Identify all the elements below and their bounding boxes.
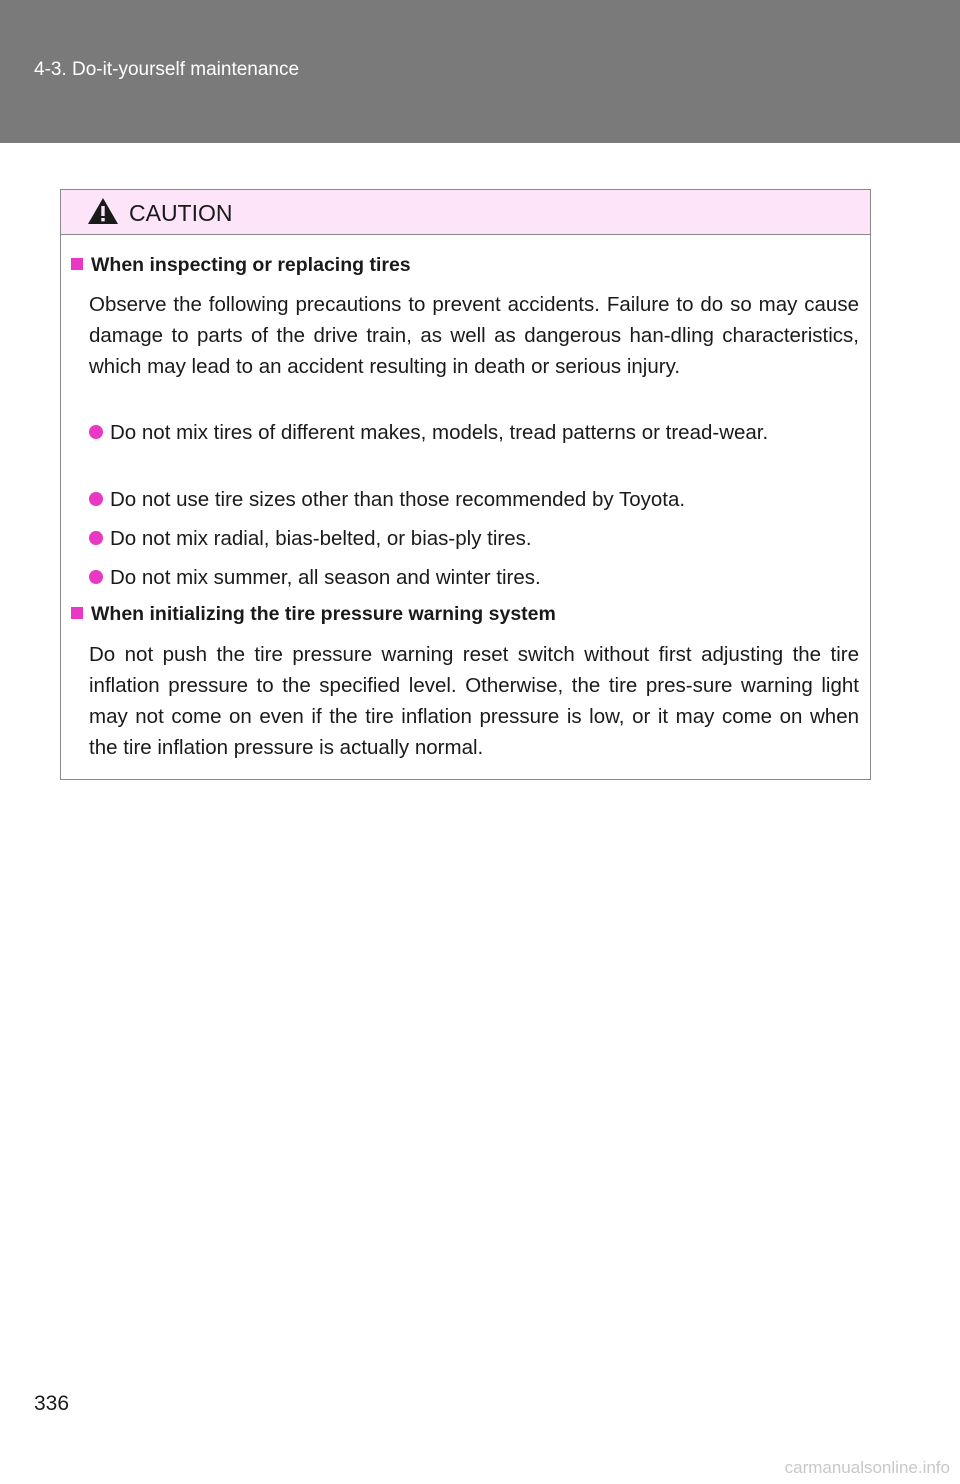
paragraph-tire-pressure-warning: Do not push the tire pressure warning reset switch without first adjusting the tire inflation pressure to the specified level. Otherwise, the tire pres-sure warning light may not come on even if the tire inflation pressure is low, or it may come on when the tire inflation pressure is actually normal.	[89, 643, 859, 759]
list-item: Do not mix tires of different makes, models, tread patterns or tread-wear.	[89, 417, 859, 448]
subheading-inspecting-tires: When inspecting or replacing tires	[71, 254, 411, 277]
watermark: carmanualsonline.info	[784, 1458, 950, 1477]
list-item: Do not use tire sizes other than those recommended by Toyota.	[89, 484, 859, 515]
circle-bullet-icon	[89, 531, 103, 545]
caution-box	[60, 189, 871, 780]
square-bullet-icon	[71, 607, 83, 619]
warning-triangle-icon	[87, 197, 119, 225]
list-item: Do not mix radial, bias-belted, or bias-ply tires.	[89, 523, 859, 554]
list-item: Do not mix summer, all season and winter tires.	[89, 562, 859, 593]
caution-header	[61, 190, 870, 235]
paragraph-inspecting-tires: Observe the following precautions to prevent accidents. Failure to do so may cause damage to parts of the drive train, as well as dangerous han-dling characteristics, which may lead to an accident resulting in death or serious injury.	[89, 293, 859, 378]
circle-bullet-icon	[89, 425, 103, 439]
circle-bullet-icon	[89, 570, 103, 584]
subheading-tire-pressure-warning: When initializing the tire pressure warning system	[71, 603, 556, 626]
circle-bullet-icon	[89, 492, 103, 506]
square-bullet-icon	[71, 258, 83, 270]
caution-title: CAUTION	[129, 200, 233, 226]
page-header	[0, 0, 960, 143]
page-number: 336	[34, 1392, 70, 1415]
section-title: 4-3. Do-it-yourself maintenance	[34, 59, 300, 80]
